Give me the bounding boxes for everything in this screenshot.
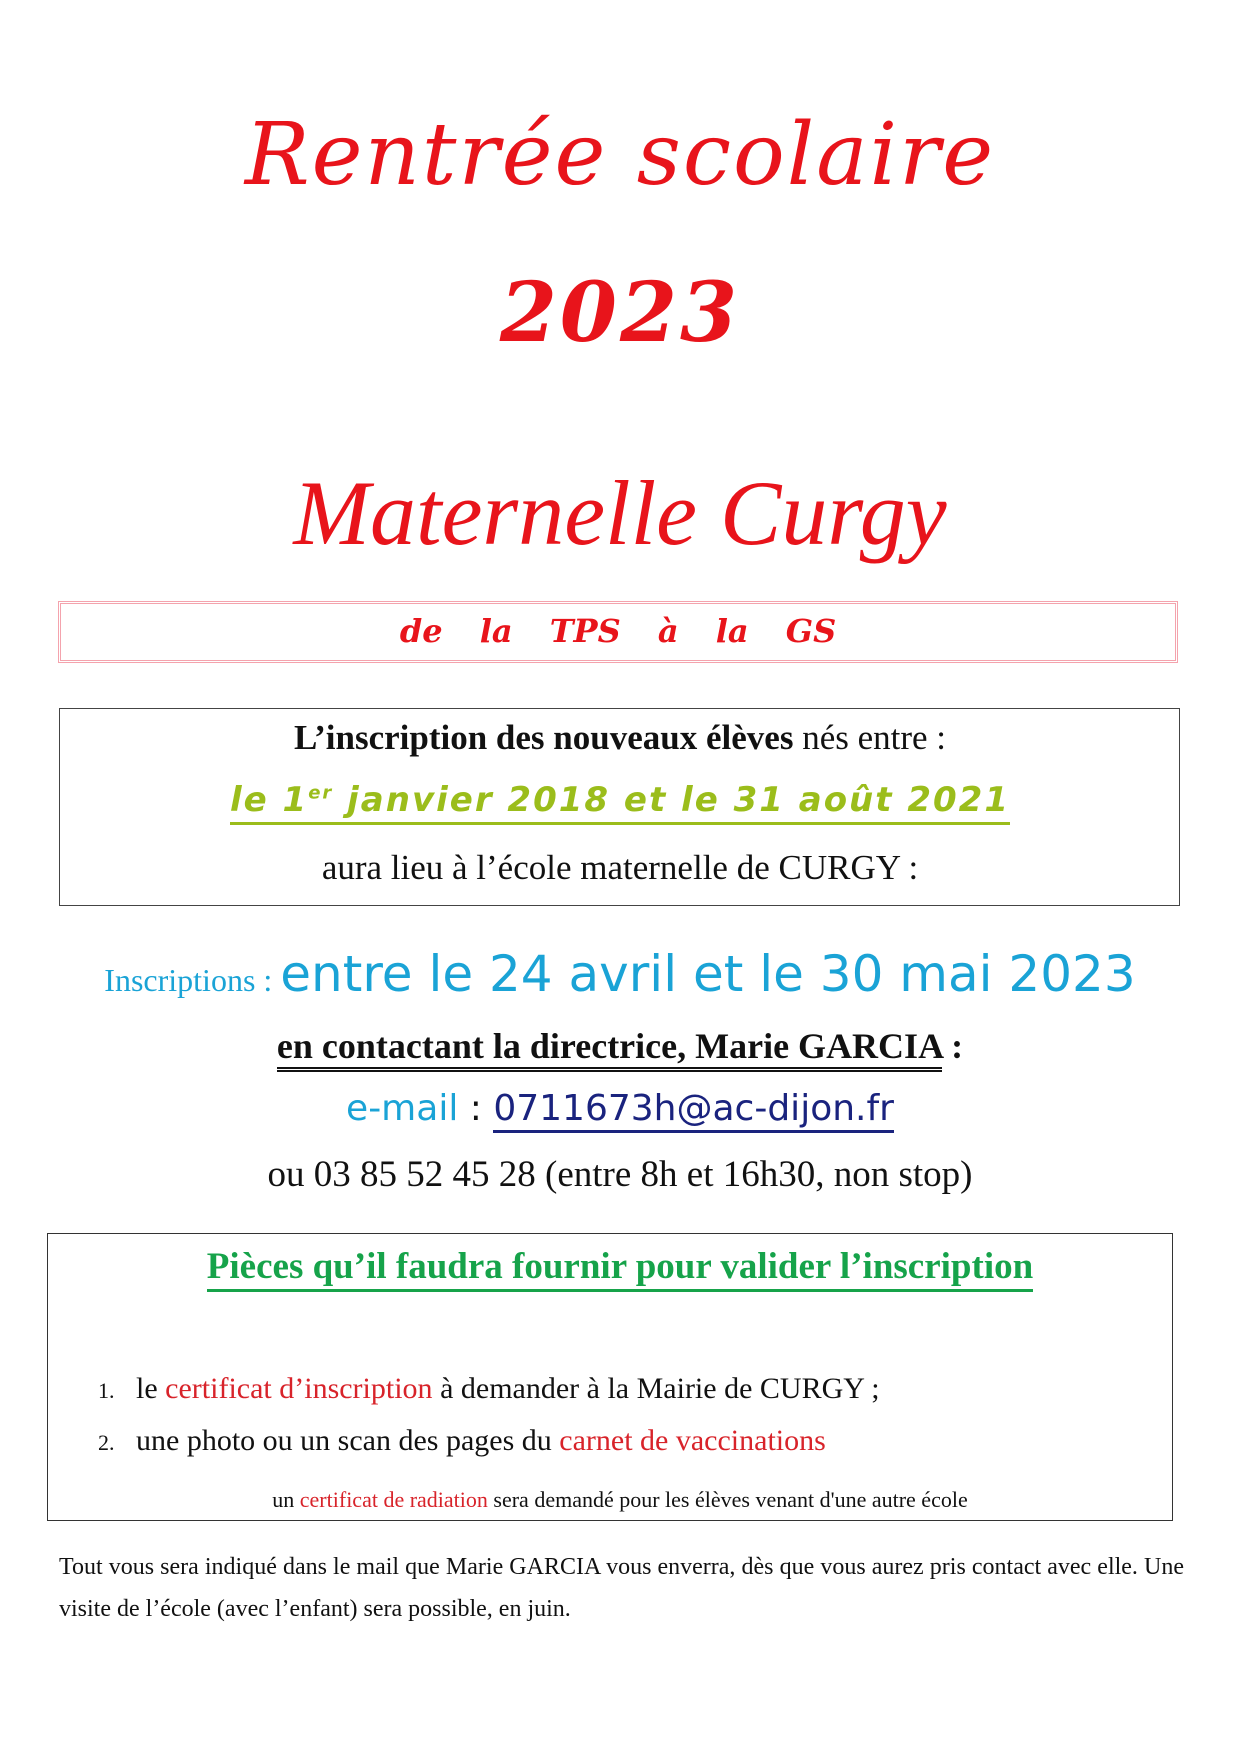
list-item-highlight: carnet de vaccinations: [559, 1424, 826, 1457]
dates-prefix: le 1: [230, 780, 309, 820]
footer-text: Tout vous sera indiqué dans le mail que Marie GARCIA vous enverra, dès que vous aurez pris contact avec elle. Une visite de l’école (avec l’enfant) sera possible, en juin.: [59, 1554, 1184, 1622]
list-item-after: à demander à la Mairie de CURGY ;: [432, 1372, 880, 1405]
dates-sup: er: [308, 782, 334, 804]
title-school: Maternelle Curgy: [293, 462, 947, 564]
note-after: sera demandé pour les élèves venant d'une autre école: [487, 1487, 968, 1512]
contact-colon: :: [942, 1026, 964, 1066]
inscriptions-label: Inscriptions :: [104, 962, 281, 998]
contact-text: en contactant la directrice, Marie GARCIA: [277, 1026, 942, 1072]
enrollment-intro-rest: nés entre :: [793, 718, 947, 757]
list-item-before: le: [136, 1372, 166, 1405]
list-item-number: 1.: [98, 1378, 115, 1403]
enrollment-dates-underline: [230, 780, 1010, 825]
list-item: [98, 1424, 826, 1458]
list-item-highlight: certificat d’inscription: [165, 1372, 433, 1405]
contact-line: [0, 1025, 1240, 1067]
enrollment-dates: [0, 780, 1240, 820]
list-item-before: une photo ou un scan des pages du: [136, 1424, 560, 1457]
list-item-number: 2.: [98, 1430, 115, 1455]
phone-line: ou 03 85 52 45 28 (entre 8h et 16h30, non stop): [267, 1154, 973, 1195]
title-line1: Rentrée scolaire: [244, 105, 996, 205]
email-label: e-mail: [346, 1088, 459, 1129]
enrollment-intro: [0, 718, 1240, 758]
documents-heading: [0, 1245, 1240, 1288]
email-line: [0, 1088, 1240, 1129]
note-before: un: [272, 1487, 300, 1512]
enrollment-intro-strong: L’inscription des nouveaux élèves: [293, 718, 794, 757]
inscriptions-period: entre le 24 avril et le 30 mai 2023: [280, 945, 1136, 1003]
radiation-note: [0, 1487, 1240, 1513]
list-item: [98, 1372, 880, 1406]
email-link[interactable]: 0711673h@ac-dijon.fr: [493, 1088, 894, 1133]
documents-heading-text: Pièces qu’il faudra fournir pour valider l’inscription: [207, 1246, 1033, 1292]
dates-rest: janvier 2018 et le 31 août 2021: [333, 780, 1010, 820]
inscriptions-line: [0, 945, 1240, 1003]
enrollment-location: aura lieu à l’école maternelle de CURGY :: [321, 848, 919, 887]
email-colon: :: [458, 1088, 494, 1129]
note-highlight: certificat de radiation: [299, 1487, 488, 1512]
levels-text: de la TPS à la GS: [399, 612, 837, 650]
title-year: 2023: [499, 265, 741, 361]
